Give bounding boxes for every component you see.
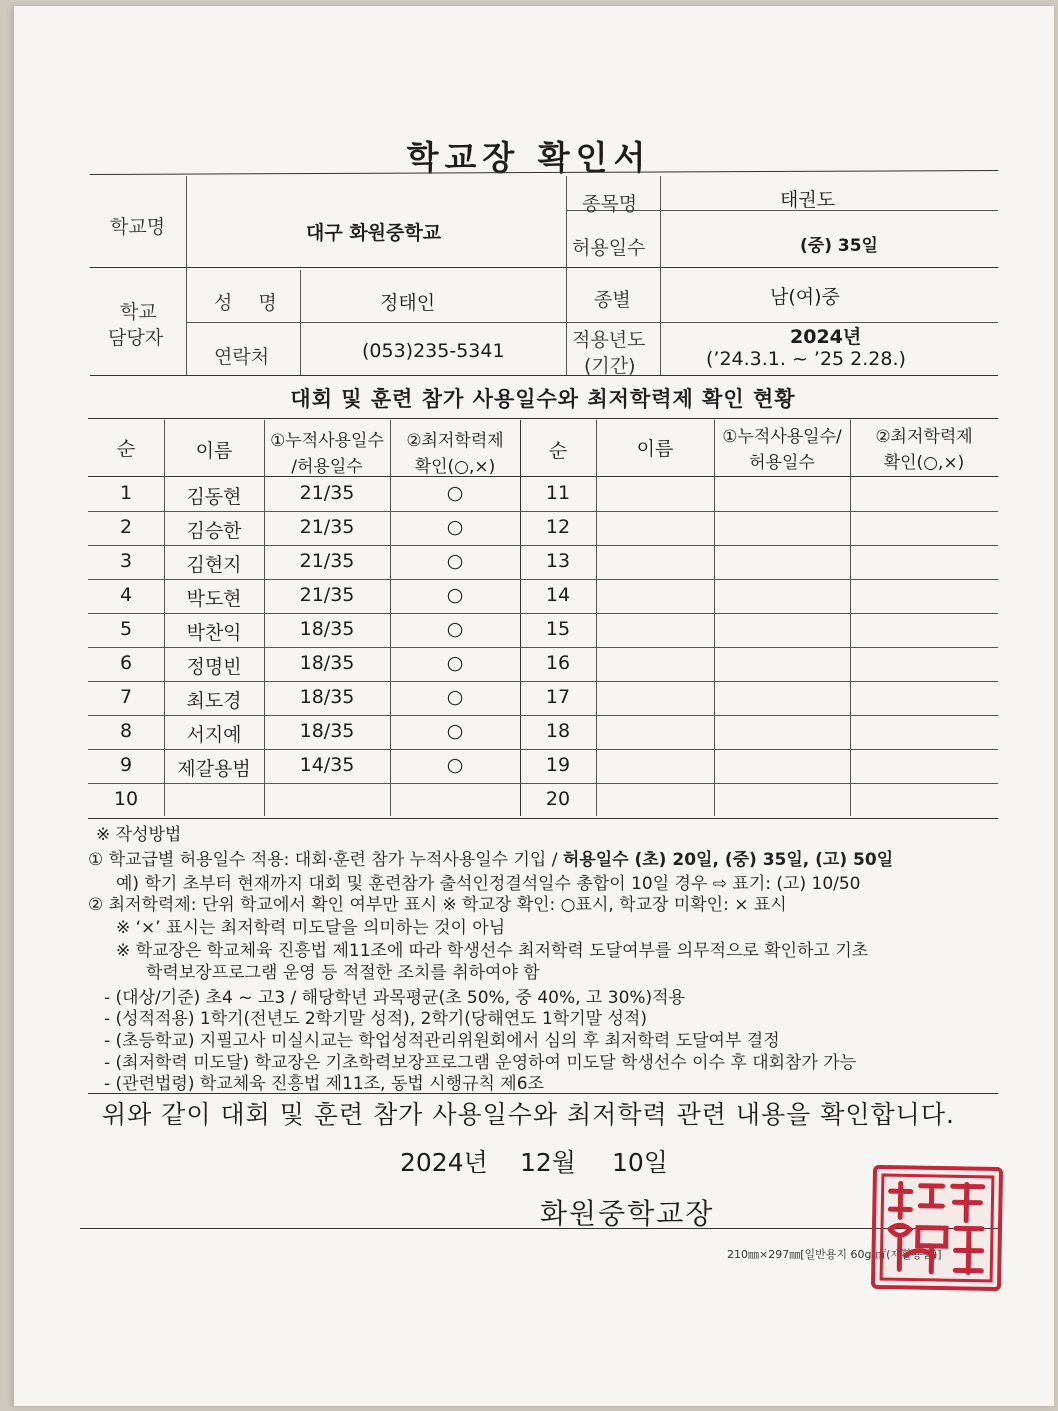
sport-label: 종목명 (582, 193, 638, 215)
min-academic-mark: ○ (446, 516, 464, 538)
allowed-label: 허용일수 (572, 237, 646, 259)
row-number-right: 14 (545, 584, 571, 606)
header-min-right: ②최저학력제 (875, 427, 973, 447)
row-number-right: 15 (545, 618, 571, 640)
detail-2: - (성적적용) 1학기(전년도 2학기말 성적), 2학기(당해연도 1학기말 성적) (104, 1009, 647, 1029)
info-vline (660, 176, 661, 375)
name-value: 정태인 (380, 292, 436, 314)
header-min: ②최저학력제 (406, 431, 504, 451)
info-vline (186, 176, 187, 375)
used-days: 21/35 (299, 550, 355, 572)
row-number-right: 12 (545, 516, 571, 538)
row-number: 8 (119, 720, 133, 742)
info-line (186, 322, 998, 323)
row-number: 4 (119, 584, 133, 606)
document-title: 학교장 확인서 (406, 138, 652, 177)
principal-name: 화원중학교장 (540, 1197, 715, 1230)
student-name: 김동현 (186, 486, 242, 508)
header-min-sub: 확인(○,×) (414, 457, 496, 477)
footer-line (80, 1228, 998, 1229)
col-line (714, 420, 715, 816)
student-name: 김현지 (186, 554, 242, 576)
used-days: 21/35 (299, 584, 355, 606)
note-1 (88, 845, 893, 870)
section-title: 대회 및 훈련 참가 사용일수와 최저학력제 확인 현황 (290, 387, 796, 411)
min-academic-mark: ○ (446, 686, 464, 708)
table-top-line (88, 418, 998, 419)
used-days: 18/35 (299, 618, 355, 640)
date-day: 10일 (612, 1148, 668, 1177)
header-min-right-sub: 확인(○,×) (883, 453, 965, 473)
note-4-cont: 학력보장프로그램 운영 등 적절한 조치를 취하여야 함 (146, 963, 540, 983)
header-no-right: 순 (548, 440, 568, 462)
name-label: 성 명 (214, 292, 287, 314)
row-number-right: 16 (545, 652, 571, 674)
used-days: 21/35 (299, 516, 355, 538)
row-line (88, 511, 998, 512)
min-academic-mark: ○ (446, 652, 464, 674)
row-line (88, 681, 998, 682)
paper-spec: 210㎜×297㎜[일반용지 60g/㎡(재활용품)] (727, 1248, 942, 1261)
row-number: 10 (113, 788, 139, 810)
detail-3: - (초등학교) 지필고사 미실시교는 학업성적관리위원회에서 심의 후 최저학력 도달여부 결정 (104, 1031, 780, 1051)
min-academic-mark: ○ (446, 618, 464, 640)
header-cum-right: ①누적사용일수/ (722, 427, 842, 447)
used-days: 18/35 (299, 720, 355, 742)
used-days: 18/35 (299, 652, 355, 674)
row-number-right: 20 (545, 788, 571, 810)
note-3: ※ ‘×’ 표시는 최저학력 미도달을 의미하는 것이 아님 (116, 918, 506, 938)
gender-value: 남(여)중 (770, 286, 840, 308)
school-label: 학교명 (110, 216, 166, 238)
row-number: 2 (119, 516, 133, 538)
header-cum: ①누적사용일수 (270, 431, 384, 451)
year-value: 2024년 (790, 326, 862, 348)
confirm-text: 위와 같이 대회 및 훈련 참가 사용일수와 최저학력 관련 내용을 확인합니다. (102, 1100, 955, 1129)
school-value: 대구 화원중학교 (306, 222, 442, 244)
date-year: 2024년 (400, 1148, 488, 1177)
date-month: 12월 (520, 1148, 576, 1177)
row-number-right: 17 (545, 686, 571, 708)
student-name: 박도현 (186, 588, 242, 610)
principal-seal (871, 1165, 1003, 1291)
col-line (850, 420, 851, 816)
sport-value: 태권도 (780, 189, 836, 211)
manager-label: 담당자 (108, 327, 164, 349)
row-line (88, 545, 998, 546)
row-number: 3 (119, 550, 133, 572)
detail-4: - (최저학력 미도달) 학교장은 기초학력보장프로그램 운영하여 미도달 학생선수 이수 후 대회참가 가능 (104, 1053, 857, 1073)
row-number-right: 13 (545, 550, 571, 572)
notes-heading: ※ 작성방법 (96, 825, 182, 845)
row-number-right: 19 (545, 754, 571, 776)
info-line (90, 267, 998, 268)
allowed-value: (중) 35일 (800, 236, 878, 256)
gender-label: 종별 (594, 289, 631, 311)
min-academic-mark: ○ (446, 550, 464, 572)
detail-5: - (관련법령) 학교체육 진흥법 제11조, 동법 시행규칙 제6조 (104, 1074, 544, 1094)
row-number: 7 (119, 686, 133, 708)
min-academic-mark: ○ (446, 720, 464, 742)
phone-label: 연락처 (214, 346, 270, 368)
used-days: 14/35 (299, 754, 355, 776)
info-vline (300, 270, 301, 375)
row-line (88, 749, 998, 750)
header-cum-sub: /허용일수 (291, 457, 363, 477)
note-4: ※ 학교장은 학교체육 진흥법 제11조에 따라 학생선수 최저학력 도달여부를 의무적으로 확인하고 기초 (116, 941, 869, 961)
min-academic-mark: ○ (446, 584, 464, 606)
row-line (88, 715, 998, 716)
student-name: 서지예 (186, 724, 242, 746)
notes-bottom-line (88, 1093, 998, 1094)
col-line (596, 420, 597, 816)
row-number: 9 (119, 754, 133, 776)
table-header-line (88, 476, 998, 477)
year-label-sub: (기간) (584, 355, 636, 377)
note-1-bold: 허용일수 (초) 20일, (중) 35일, (고) 50일 (562, 850, 894, 870)
header-name: 이름 (195, 440, 233, 462)
header-name-right: 이름 (636, 438, 674, 460)
manager-label: 학교 (120, 301, 157, 323)
used-days: 18/35 (299, 686, 355, 708)
header-no: 순 (116, 438, 136, 460)
min-academic-mark: ○ (446, 482, 464, 504)
student-name: 김승한 (186, 520, 242, 542)
row-line (88, 613, 998, 614)
row-line (88, 647, 998, 648)
row-number: 6 (119, 652, 133, 674)
seal-icon (875, 1169, 999, 1287)
detail-1: - (대상/기준) 초4 ~ 고3 / 해당학년 과목평균(초 50%, 중 40%, 고 30%)적용 (104, 988, 686, 1008)
info-line (90, 375, 998, 376)
note-1-example: 예) 학기 초부터 현재까지 대회 및 훈련참가 출석인정결석일수 총합이 10일 경우 ⇨ 표기: (고) 10/50 (116, 874, 861, 894)
student-name: 최도경 (186, 690, 242, 712)
info-vline (566, 176, 567, 375)
row-number-right: 18 (545, 720, 571, 742)
row-number-right: 11 (545, 482, 571, 504)
row-line (88, 579, 998, 580)
student-name: 정명빈 (186, 656, 242, 678)
period-value: (’24.3.1. ~ ’25 2.28.) (706, 348, 906, 370)
header-cum-right-sub: 허용일수 (749, 453, 815, 473)
row-number: 1 (119, 482, 133, 504)
row-line (88, 783, 998, 784)
student-name: 박찬익 (186, 622, 242, 644)
phone-value: (053)235-5341 (362, 340, 505, 362)
note-1-text: ① 학교급별 허용일수 적용: 대회·훈련 참가 누적사용일수 기입 / (88, 850, 563, 870)
year-label: 적용년도 (572, 329, 646, 351)
student-name: 제갈용범 (177, 758, 251, 780)
used-days: 21/35 (299, 482, 355, 504)
table-bottom-line (88, 818, 998, 819)
min-academic-mark: ○ (446, 754, 464, 776)
note-2: ② 최저학력제: 단위 학교에서 확인 여부만 표시 ※ 학교장 확인: ○표시, 학교장 미확인: × 표시 (88, 895, 787, 915)
row-number: 5 (119, 618, 133, 640)
